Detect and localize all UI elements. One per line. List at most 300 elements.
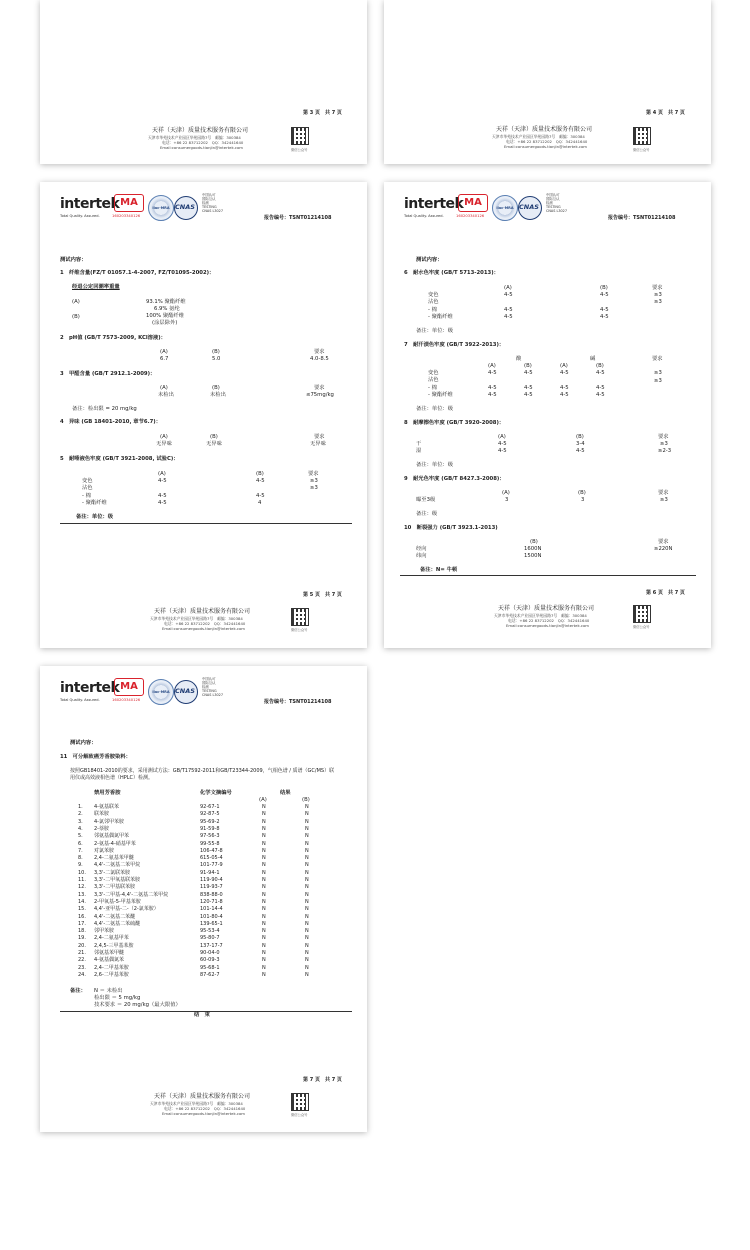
table-cell: 4-5 bbox=[158, 478, 167, 484]
test-content-heading: 测试内容： bbox=[60, 257, 87, 263]
row-number: 4. bbox=[78, 825, 83, 832]
result-b: N bbox=[305, 840, 309, 847]
row-number: 15. bbox=[78, 906, 86, 913]
alkali-header: 碱 bbox=[590, 356, 596, 362]
col-a-header: (A) bbox=[160, 434, 168, 440]
result-a: N bbox=[262, 950, 266, 956]
result-a: N bbox=[262, 891, 266, 898]
section-9-note: 备注：级 bbox=[416, 511, 438, 517]
report-page-6 bbox=[384, 182, 711, 648]
brand-tagline: Total Quality. Assured. bbox=[404, 213, 444, 218]
table-cell: ≥3 bbox=[654, 292, 662, 298]
row-number: 11. bbox=[78, 877, 86, 883]
result-b: N bbox=[305, 884, 309, 891]
row-number: 5. bbox=[78, 833, 83, 840]
result-b: N bbox=[305, 928, 309, 935]
ilac-mra-seal-icon: ilac-MRA bbox=[148, 195, 174, 221]
table-cell: ≥3 bbox=[660, 441, 668, 447]
note-line-2: 检出限 ＝ 5 mg/kg bbox=[94, 995, 141, 1001]
accreditation-text: 中国认可 国际互认 检测 TESTING CNAS L3027 bbox=[202, 677, 223, 698]
table-cell: 4-5 bbox=[488, 385, 497, 391]
result-a: N bbox=[262, 913, 266, 920]
table-row-label: 纬向 bbox=[416, 553, 427, 559]
cas-number: 95-80-7 bbox=[200, 935, 220, 942]
col-b-header: (B) bbox=[302, 797, 310, 803]
col-header: (A) bbox=[488, 363, 496, 369]
ilac-mra-seal-icon: ilac-MRA bbox=[148, 679, 174, 705]
result-b: N bbox=[305, 906, 309, 913]
cas-number: 60-09-3 bbox=[200, 957, 220, 964]
row-number: 6. bbox=[78, 840, 83, 847]
table-cell: 4-5 bbox=[504, 307, 513, 313]
company-phone: 电话：+86 22 83712202 QQ：342441640 bbox=[508, 618, 590, 623]
row-number: 9. bbox=[78, 862, 83, 869]
result-a: N bbox=[262, 935, 266, 942]
table-row-label: 变色 bbox=[428, 370, 439, 376]
ma-cert-icon: MA bbox=[458, 194, 488, 212]
table-cell: 4-5 bbox=[158, 500, 167, 506]
accreditation-text: 中国认可 国际互认 检测 TESTING CNAS L3027 bbox=[546, 193, 567, 214]
sample-b-label: (B) bbox=[72, 314, 80, 320]
page-number: 第 7 页 共 7 页 bbox=[303, 1077, 342, 1083]
cas-number: 97-56-3 bbox=[200, 833, 220, 840]
cas-number: 95-69-2 bbox=[200, 818, 220, 825]
cas-number: 615-05-4 bbox=[200, 855, 223, 862]
table-cell: 4-5 bbox=[158, 493, 167, 499]
table-cell: ≥3 bbox=[310, 478, 318, 484]
cas-number: 90-04-0 bbox=[200, 950, 220, 956]
section-8-title: 8 耐摩擦色牢度 (GB/T 3920-2008)： bbox=[404, 420, 505, 426]
amine-name: 2,4-二氨基苯甲醚 bbox=[94, 855, 134, 862]
divider bbox=[400, 575, 696, 576]
result-b: N bbox=[305, 847, 309, 854]
section-9-title: 9 耐光色牢度 (GB/T 8427.3-2008)： bbox=[404, 476, 505, 482]
row-number: 21. bbox=[78, 950, 86, 956]
company-phone: 电话：+86 22 83712202 QQ：342441640 bbox=[162, 140, 244, 145]
table-cell: 4-5 bbox=[600, 307, 609, 313]
result-b: N bbox=[305, 971, 309, 978]
brand-name: intertek bbox=[60, 680, 120, 696]
col-header: (B) bbox=[596, 363, 604, 369]
section-10-title: 10 断裂强力 (GB/T 3923.1-2013) bbox=[404, 525, 498, 531]
amine-name: 4-氨基偶氮苯 bbox=[94, 957, 124, 964]
sample-a-fiber-1: 93.1% 聚酯纤维 bbox=[146, 299, 186, 305]
table-row-label: 变色 bbox=[428, 292, 439, 298]
ma-cert-number: 160203340126 bbox=[456, 214, 485, 218]
test-content-heading: 测试内容： bbox=[70, 740, 97, 746]
row-number: 2. bbox=[78, 811, 83, 818]
amine-name: 4,4'-二氨基二苯醚 bbox=[94, 913, 136, 920]
qr-caption: 微信公众号 bbox=[291, 148, 308, 152]
result-b: N bbox=[305, 862, 309, 869]
table-cell: 4-5 bbox=[600, 314, 609, 320]
result-a: N bbox=[262, 862, 266, 869]
brand-tagline: Total Quality. Assured. bbox=[60, 697, 100, 702]
value-a: 未检出 bbox=[158, 392, 174, 398]
row-number: 14. bbox=[78, 898, 86, 905]
table-cell: ≥220N bbox=[654, 546, 673, 552]
cas-number: 119-90-4 bbox=[200, 877, 223, 883]
row-number: 20. bbox=[78, 942, 86, 949]
company-address: 天津市华苑技术产业园区华苑园路7号 邮编：300384 bbox=[494, 613, 587, 618]
amine-name: 2-萘胺 bbox=[94, 825, 109, 832]
col-req-header: 要求 bbox=[314, 385, 325, 391]
section-4-title: 4 异味 (GB 18401-2010, 章节6.7)： bbox=[60, 419, 161, 425]
section-2-title: 2 pH值 (GB/T 7573-2009, KCl溶液)： bbox=[60, 335, 166, 341]
row-number: 23. bbox=[78, 964, 86, 971]
row-number: 17. bbox=[78, 920, 86, 927]
col-cas-header: 化学文摘编号 bbox=[200, 790, 232, 796]
section-3-title: 3 甲醛含量 (GB/T 2912.1-2009)： bbox=[60, 371, 156, 377]
table-cell: 4-5 bbox=[596, 392, 605, 398]
value-req: ≤75mg/kg bbox=[306, 392, 334, 398]
table-cell: ≥3 bbox=[660, 497, 668, 503]
result-b: N bbox=[305, 920, 309, 927]
amine-name: 4,4'-亚甲基-二-（2-氯苯胺） bbox=[94, 906, 159, 913]
table-cell: 4-5 bbox=[560, 392, 569, 398]
table-cell: 3 bbox=[505, 497, 509, 503]
result-a: N bbox=[262, 811, 266, 818]
company-phone: 电话：+86 22 83712202 QQ：342441640 bbox=[506, 139, 588, 144]
table-cell: ≥3 bbox=[310, 485, 318, 491]
result-b: N bbox=[305, 833, 309, 840]
section-1-sub: 经退公定回潮率重量 bbox=[72, 284, 120, 290]
table-row-label: - 聚酯纤维 bbox=[428, 314, 453, 320]
row-number: 16. bbox=[78, 913, 86, 920]
amine-name: 4,4'-二氨基二苯甲烷 bbox=[94, 862, 141, 869]
col-b-header: (B) bbox=[212, 385, 220, 391]
col-b-header: (B) bbox=[576, 434, 584, 440]
table-row-label: 沾色 bbox=[82, 485, 93, 491]
row-number: 18. bbox=[78, 928, 86, 935]
note-line-3: 技术要求 ＝ 20 mg/kg（最大限值） bbox=[94, 1002, 181, 1008]
section-7-title: 7 耐汗渍色牢度 (GB/T 3922-2013)： bbox=[404, 342, 505, 348]
ma-cert-number: 160203340126 bbox=[112, 698, 141, 702]
section-11-description-1: 按照GB18401-2010的要求，采用测试方法：GB/T17592-2011和GB/T23344-2009，气相色谱 / 质谱（GC/MS）联 bbox=[70, 768, 335, 774]
result-b: N bbox=[305, 957, 309, 964]
table-row-label: - 棉 bbox=[428, 307, 437, 313]
amine-name: 2,6-二甲基苯胺 bbox=[94, 971, 129, 978]
amine-name: 3,3'-二氯联苯胺 bbox=[94, 869, 131, 876]
table-cell: ≥2-3 bbox=[658, 448, 672, 454]
report-page-5 bbox=[40, 182, 367, 648]
result-a: N bbox=[262, 884, 266, 891]
table-cell: 4-5 bbox=[560, 385, 569, 391]
result-a: N bbox=[262, 928, 266, 935]
col-req-header: 要求 bbox=[314, 434, 325, 440]
note-line-1: N ＝ 未检出 bbox=[94, 988, 123, 994]
col-header: (A) bbox=[560, 363, 568, 369]
qr-code-icon bbox=[292, 1094, 308, 1110]
qr-caption: 微信公众号 bbox=[291, 628, 308, 632]
result-a: N bbox=[262, 869, 266, 876]
col-amine-header: 禁用芳香胺 bbox=[94, 790, 121, 796]
table-cell: 1600N bbox=[524, 546, 542, 552]
table-cell: 4-5 bbox=[488, 370, 497, 376]
sample-a-fiber-2: 6.9% 氨纶 bbox=[154, 306, 180, 312]
qr-code-icon bbox=[292, 128, 308, 144]
ma-cert-icon: MA bbox=[114, 678, 144, 696]
row-number: 1. bbox=[78, 804, 83, 810]
section-11-title: 11 可分解致癌芳香胺染料： bbox=[60, 754, 131, 760]
result-a: N bbox=[262, 818, 266, 825]
table-row-label: - 棉 bbox=[428, 385, 437, 391]
qr-caption: 微信公众号 bbox=[633, 625, 650, 629]
cas-number: 92-67-1 bbox=[200, 804, 220, 810]
col-req-header: 要求 bbox=[652, 285, 663, 291]
table-cell: 4-5 bbox=[596, 385, 605, 391]
table-row-label: 湿 bbox=[416, 448, 422, 454]
ma-cert-icon: MA bbox=[114, 194, 144, 212]
result-a: N bbox=[262, 855, 266, 862]
amine-name: 2-甲氧基-5-甲基苯胺 bbox=[94, 898, 141, 905]
value-b: 无异味 bbox=[206, 441, 222, 447]
table-row-label: - 棉 bbox=[82, 493, 91, 499]
col-a-header: (A) bbox=[259, 797, 267, 803]
cas-number: 92-87-5 bbox=[200, 811, 220, 818]
result-a: N bbox=[262, 920, 266, 927]
col-result-header: 结果 bbox=[280, 790, 291, 796]
table-row-label: 沾色 bbox=[428, 377, 439, 383]
amine-name: 邻氨基偶氮甲苯 bbox=[94, 833, 130, 840]
company-name: 天祥（天津）质量技术服务有限公司 bbox=[152, 127, 249, 134]
result-b: N bbox=[305, 855, 309, 862]
company-email: Email:consumergoods.tianjin@intertek.com bbox=[162, 1111, 245, 1116]
cas-number: 87-62-7 bbox=[200, 971, 220, 978]
company-phone: 电话：+86 22 83712202 QQ：342441640 bbox=[164, 1106, 246, 1111]
brand-name: intertek bbox=[404, 196, 464, 212]
report-page-4 bbox=[384, 0, 711, 164]
cas-number: 95-53-4 bbox=[200, 928, 220, 935]
section-3-note: 备注：检出限 = 20 mg/kg bbox=[72, 406, 137, 412]
amine-name: 2,4,5-三甲基苯胺 bbox=[94, 942, 134, 949]
section-6-note: 备注：单位：级 bbox=[416, 328, 454, 334]
result-b: N bbox=[305, 811, 309, 818]
table-cell: 4-5 bbox=[498, 448, 507, 454]
col-req-header: 要求 bbox=[658, 539, 669, 545]
col-b-header: (B) bbox=[210, 434, 218, 440]
amine-name: 邻甲苯胺 bbox=[94, 928, 115, 935]
qr-caption: 微信公众号 bbox=[291, 1113, 308, 1117]
amine-name: 邻氨基苯甲醚 bbox=[94, 950, 125, 956]
qr-caption: 微信公众号 bbox=[633, 148, 650, 152]
section-8-note: 备注：单位：级 bbox=[416, 462, 454, 468]
row-number: 10. bbox=[78, 869, 86, 876]
cas-number: 101-80-4 bbox=[200, 913, 223, 920]
result-b: N bbox=[305, 818, 309, 825]
amine-name: 2,4-二氨基甲苯 bbox=[94, 935, 129, 942]
sample-b-fiber-2: (涂层除外) bbox=[152, 320, 178, 326]
col-header: (B) bbox=[524, 363, 532, 369]
table-cell: 4-5 bbox=[524, 370, 533, 376]
company-address: 天津市华苑技术产业园区华苑园路7号 邮编：300384 bbox=[150, 1101, 243, 1106]
value-req: 无异味 bbox=[310, 441, 326, 447]
report-number: 报告编号：TSNT01214108 bbox=[608, 215, 676, 221]
result-a: N bbox=[262, 804, 266, 810]
result-b: N bbox=[305, 898, 309, 905]
value-b: 5.0 bbox=[212, 356, 221, 362]
intertek-logo bbox=[60, 680, 119, 702]
table-cell: 4-5 bbox=[504, 292, 513, 298]
result-b: N bbox=[305, 869, 309, 876]
cas-number: 120-71-8 bbox=[200, 898, 223, 905]
row-number: 7. bbox=[78, 847, 83, 854]
result-b: N bbox=[305, 942, 309, 949]
report-number: 报告编号：TSNT01214108 bbox=[264, 699, 332, 705]
value-req: 4.0-8.5 bbox=[310, 356, 329, 362]
result-a: N bbox=[262, 877, 266, 883]
table-cell: 4 bbox=[258, 500, 262, 506]
result-b: N bbox=[305, 964, 309, 971]
amine-name: 3,3'-二甲氧基联苯胺 bbox=[94, 877, 141, 883]
col-req-header: 要求 bbox=[652, 356, 663, 362]
row-number: 19. bbox=[78, 935, 86, 942]
company-email: Email:consumergoods.tianjin@intertek.com bbox=[160, 145, 243, 150]
col-a-header: (A) bbox=[160, 385, 168, 391]
row-number: 8. bbox=[78, 855, 83, 862]
table-row-label: 曝至3级 bbox=[416, 497, 436, 503]
sample-b-fiber-1: 100% 聚酯纤维 bbox=[146, 313, 185, 319]
result-a: N bbox=[262, 825, 266, 832]
company-name: 天祥（天津）质量技术服务有限公司 bbox=[154, 608, 251, 615]
page-number: 第 5 页 共 7 页 bbox=[303, 592, 342, 598]
amine-name: 3,3'-二甲基-4,4'-二氨基二苯甲烷 bbox=[94, 891, 169, 898]
value-b: 未检出 bbox=[210, 392, 226, 398]
table-cell: 4-5 bbox=[488, 392, 497, 398]
amine-name: 对氯苯胺 bbox=[94, 847, 115, 854]
page-number: 第 6 页 共 7 页 bbox=[646, 590, 685, 596]
report-page-3 bbox=[40, 0, 367, 164]
table-row-label: 经向 bbox=[416, 546, 427, 552]
table-cell: ≥3 bbox=[654, 299, 662, 305]
cnas-label: CNAS bbox=[519, 203, 539, 211]
table-cell: 3-4 bbox=[576, 441, 585, 447]
table-cell: 4-5 bbox=[498, 441, 507, 447]
company-address: 天津市华苑技术产业园区华苑园路7号 邮编：300384 bbox=[492, 134, 585, 139]
result-b: N bbox=[305, 935, 309, 942]
table-cell: ≥3 bbox=[654, 370, 662, 376]
cas-number: 101-14-4 bbox=[200, 906, 223, 913]
table-cell: 4-5 bbox=[504, 314, 513, 320]
table-row-label: - 聚酯纤维 bbox=[82, 500, 107, 506]
table-cell: 4-5 bbox=[576, 448, 585, 454]
cas-number: 91-59-8 bbox=[200, 825, 220, 832]
section-6-title: 6 耐水色牢度 (GB/T 5713-2013)： bbox=[404, 270, 499, 276]
col-a-header: (A) bbox=[498, 434, 506, 440]
ilac-mra-seal-icon: ilac-MRA bbox=[492, 195, 518, 221]
result-a: N bbox=[262, 847, 266, 854]
col-a-header: (A) bbox=[160, 349, 168, 355]
result-b: N bbox=[305, 877, 309, 883]
table-cell: 4-5 bbox=[524, 385, 533, 391]
cas-number: 139-65-1 bbox=[200, 920, 223, 927]
qr-code-icon bbox=[634, 606, 650, 622]
col-b-header: (B) bbox=[256, 471, 264, 477]
brand-name: intertek bbox=[60, 196, 120, 212]
row-number: 22. bbox=[78, 957, 86, 964]
intertek-logo bbox=[404, 196, 463, 218]
result-b: N bbox=[305, 804, 309, 810]
cnas-label: CNAS bbox=[175, 203, 195, 211]
table-row-label: - 聚酯纤维 bbox=[428, 392, 453, 398]
acid-header: 酸 bbox=[516, 356, 522, 362]
section-11-description-2: 用仪或高效液相色谱（HPLC）检测。 bbox=[70, 775, 154, 781]
result-a: N bbox=[262, 833, 266, 840]
result-a: N bbox=[262, 957, 266, 964]
sample-a-label: (A) bbox=[72, 299, 80, 305]
intertek-logo bbox=[60, 196, 119, 218]
table-cell: 4-5 bbox=[560, 370, 569, 376]
col-b-header: (B) bbox=[530, 539, 538, 545]
table-cell: 1500N bbox=[524, 553, 542, 559]
result-a: N bbox=[262, 898, 266, 905]
result-a: N bbox=[262, 971, 266, 978]
test-content-heading: 测试内容： bbox=[416, 257, 443, 263]
ma-cert-number: 160203340126 bbox=[112, 214, 141, 218]
col-b-header: (B) bbox=[212, 349, 220, 355]
amine-name: 2-氨基-4-硝基甲苯 bbox=[94, 840, 136, 847]
qr-code-icon bbox=[634, 128, 650, 144]
value-a: 6.7 bbox=[160, 356, 169, 362]
amine-name: 4-氯邻甲苯胺 bbox=[94, 818, 124, 825]
row-number: 13. bbox=[78, 891, 86, 898]
section-1-title: 1 纤维含量(FZ/T 01057.1-4-2007, FZ/T01095-2002)： bbox=[60, 270, 215, 276]
col-a-header: (A) bbox=[502, 490, 510, 496]
col-a-header: (A) bbox=[504, 285, 512, 291]
cas-number: 838-88-0 bbox=[200, 891, 223, 898]
amine-name: 2,4-二甲基苯胺 bbox=[94, 964, 129, 971]
company-address: 天津市华苑技术产业园区华苑园路7号 邮编：300384 bbox=[150, 616, 243, 621]
result-b: N bbox=[305, 891, 309, 898]
end-mark: 结 束 bbox=[194, 1012, 210, 1018]
result-a: N bbox=[262, 840, 266, 847]
note-label: 备注： bbox=[70, 988, 86, 994]
result-b: N bbox=[305, 825, 309, 832]
company-email: Email:consumergoods.tianjin@intertek.com bbox=[506, 623, 589, 628]
company-address: 天津市华苑技术产业园区华苑园路7号 邮编：300384 bbox=[148, 135, 241, 140]
col-b-header: (B) bbox=[578, 490, 586, 496]
table-cell: 4-5 bbox=[256, 478, 265, 484]
table-cell: ≥3 bbox=[654, 378, 662, 384]
company-name: 天祥（天津）质量技术服务有限公司 bbox=[496, 126, 593, 133]
cnas-label: CNAS bbox=[175, 687, 195, 695]
table-row-label: 变色 bbox=[82, 478, 93, 484]
col-req-header: 要求 bbox=[314, 349, 325, 355]
table-row-label: 干 bbox=[416, 441, 422, 447]
row-number: 3. bbox=[78, 818, 83, 825]
col-a-header: (A) bbox=[158, 471, 166, 477]
brand-tagline: Total Quality. Assured. bbox=[60, 213, 100, 218]
amine-name: 联苯胺 bbox=[94, 811, 110, 818]
page-number: 第 4 页 共 7 页 bbox=[646, 110, 685, 116]
cas-number: 101-77-9 bbox=[200, 862, 223, 869]
section-5-title: 5 耐唾液色牢度 (GB/T 3921-2008, 试验C)： bbox=[60, 456, 179, 462]
divider bbox=[60, 523, 352, 524]
company-email: Email:consumergoods.tianjin@intertek.com bbox=[504, 144, 587, 149]
company-name: 天祥（天津）质量技术服务有限公司 bbox=[498, 605, 595, 612]
amine-name: 4,4'-二氨基二苯硫醚 bbox=[94, 920, 141, 927]
col-req-header: 要求 bbox=[658, 434, 669, 440]
col-req-header: 要求 bbox=[658, 490, 669, 496]
amine-name: 3,3'-二甲基联苯胺 bbox=[94, 884, 136, 891]
cas-number: 137-17-7 bbox=[200, 942, 223, 949]
page-number: 第 3 页 共 7 页 bbox=[303, 110, 342, 116]
result-a: N bbox=[262, 964, 266, 971]
table-cell: 3 bbox=[581, 497, 585, 503]
report-page-7 bbox=[40, 666, 367, 1132]
cas-number: 119-93-7 bbox=[200, 884, 223, 891]
cas-number: 95-68-1 bbox=[200, 964, 220, 971]
